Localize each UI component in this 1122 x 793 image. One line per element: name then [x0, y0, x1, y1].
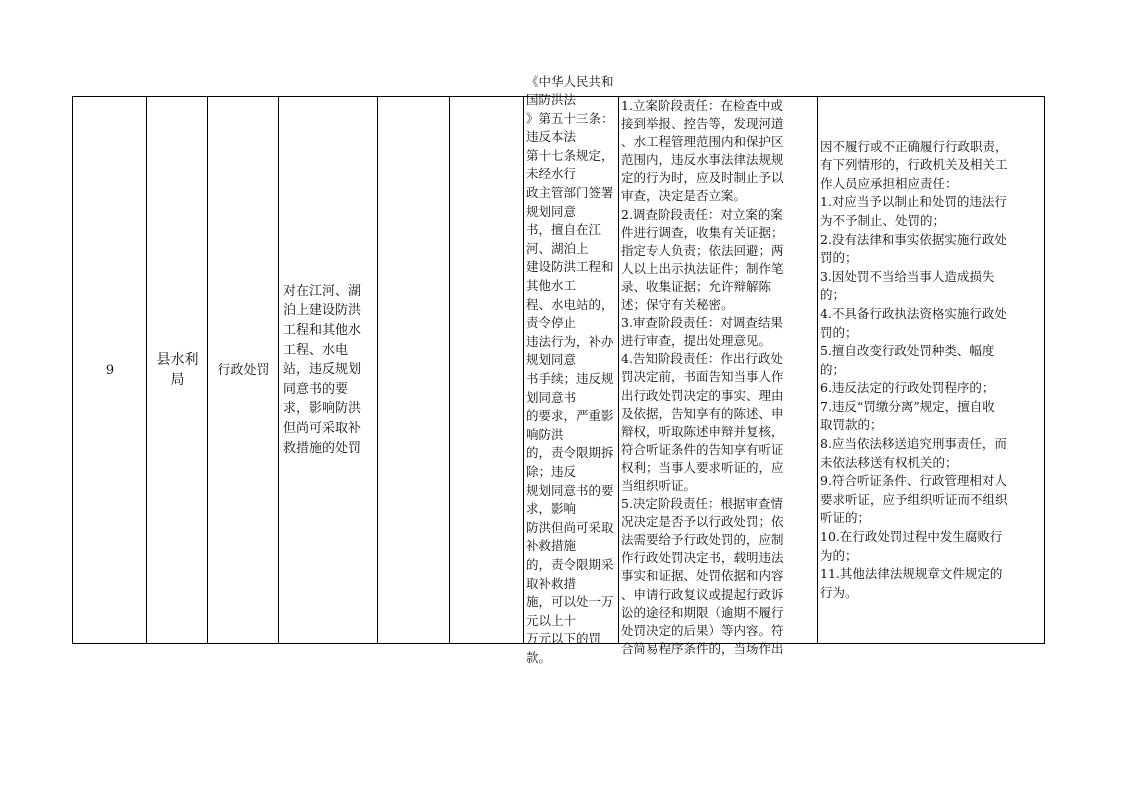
- item-name: 对在江河、湖 泊上建设防洪 工程和其他水 工程、水电 站，违反规划 同意书的要 求，影响防洪 但尚可采取补 救措施的处罚: [283, 283, 362, 456]
- accountability-cell: [818, 97, 1044, 643]
- row-number-cell: [73, 97, 147, 643]
- department-cell: [147, 97, 208, 643]
- row-number: 9: [105, 362, 115, 378]
- legal-basis: 《中华人民共和国防洪法 》第五十三条：违反本法 第十七条规定，未经水行 政主管部门签署规划同意 书，擅自在江河、湖泊上 建设防洪工程和其他水工 程、水电站的，责令停止 违法行为，补办规划同意 书手续；违反规划同意书 的要求，严重影响防洪 的，责令限期拆除；违反 规划同意书的要求，影响 防洪但尚可采取补救措施 的，责令限期采取补救措 施，可以处一万元以上十 万元以下的罚款。: [526, 73, 614, 665]
- responsibility: 1.立案阶段责任：在检查中或 接到举报、控告等，发现河道 、水工程管理范围内和保护区 范围内，违反水事法律法规规 定的行为时，应及时制止予以 审查，决定是否立案。 2.调查阶段责任：对立案的案 件进行调查，收集有关证据； 指定专人负责；依法回避；两 人以上出示执法证件；制作笔 录、收集证据；允许辩解陈 述；保守有关秘密。 3.审查阶段责任：对调查结果 进行审查，提出处理意见。 4.告知阶段责任：作出行政处 罚决定前，书面告知当事人作 出行政处罚决定的事实、理由 及依据，告知享有的陈述、申 辩权，听取陈述申辩并复核， 符合听证条件的告知享有听证 权利；当事人要求听证的，应 当组织听证。 5.决定阶段责任：根据审查情 况决定是否予以行政处罚；依 法需要给予行政处罚的，应制 作行政处罚决定书，载明违法 事实和证据、处罚依据和内容 、申请行政复议或提起行政诉 讼的途径和期限（逾期不履行 处罚决定的后果）等内容。符 合简易程序条件的，当场作出: [621, 98, 784, 656]
- department: 县水利 局: [156, 352, 199, 388]
- item-name-cell: [279, 97, 378, 643]
- empty-cell-5: [378, 97, 450, 643]
- category-cell: [208, 97, 279, 643]
- category: 行政处罚: [217, 362, 270, 378]
- table: [72, 73, 1045, 665]
- responsibility-cell: [619, 97, 818, 656]
- vertical-separator-5-6: [450, 97, 524, 643]
- accountability: 因不履行或不正确履行行政职责， 有下列情形的，行政机关及相关工 作人员应承担相应责任： 1.对应当予以制止和处罚的违法行 为不予制止、处罚的； 2.没有法律和事实依据实施行政处 罚的； 3.因处罚不当给当事人造成损失 的； 4.不具备行政执法资格实施行政处 罚的； 5.擅自改变行政处罚种类、幅度 的； 6.违反法定的行政处罚程序的； 7.违反“罚缴分离”规定，擅自收 取罚款的； 8.应当依法移送追究刑事责任，而 未依法移送有权机关的； 9.符合听证条件、行政管理相对人 要求听证，应予组织听证而不组织 听证的； 10.在行政处罚过程中发生腐败行 为的； 11.其他法律法规规章文件规定的 行为。: [820, 138, 1008, 600]
